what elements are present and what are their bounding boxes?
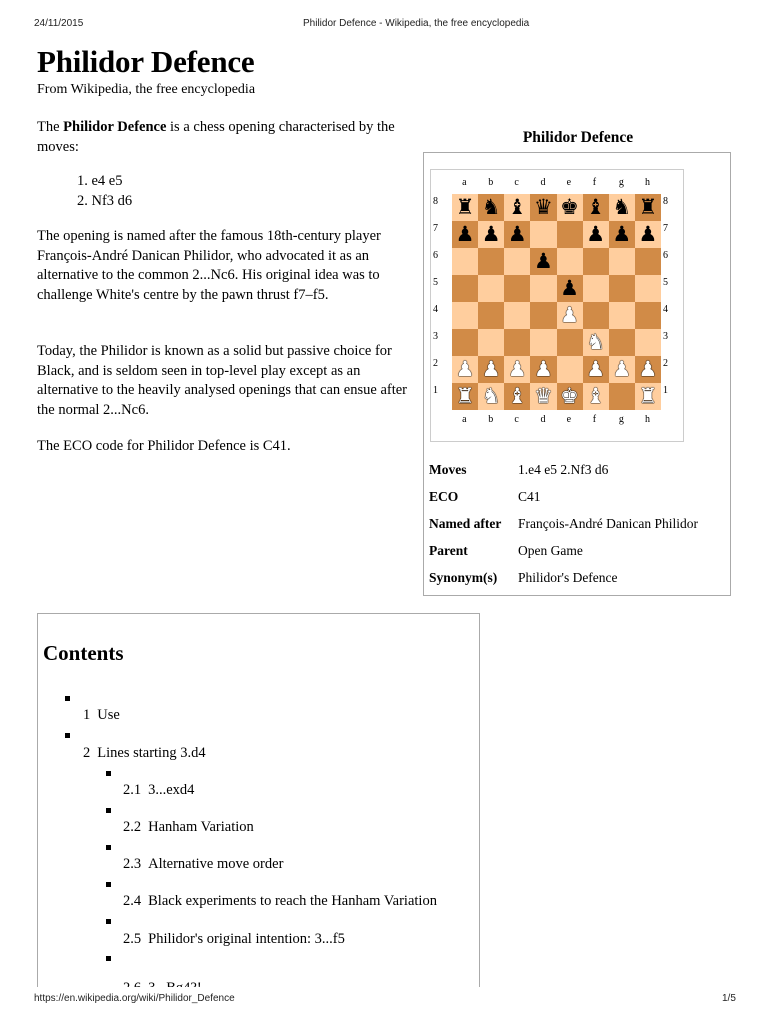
file-label-bottom: d [540,414,546,425]
board-square-d8 [530,194,556,221]
move-list [77,172,132,211]
white-bishop-icon: ♝ [507,384,527,408]
rank-label-left: 1 [433,384,438,396]
history-paragraph: The opening is named after the famous 18th-century player François-André Danican Philidor, who advocated it as an alternative to the common 2...Nc6. His original idea was to challenge White's centre by the pawn thrust f7–f5. [37,228,381,303]
file-label-bottom: f [592,414,597,425]
board-square-g1 [609,383,635,410]
board-square-c2 [504,356,530,383]
board-square-b2 [478,356,504,383]
board-square-h5 [635,275,661,302]
white-knight-icon: ♞ [586,330,606,354]
board-square-a3 [452,329,478,356]
board-square-f1 [583,383,609,410]
file-label-top: h [644,177,650,188]
board-square-b6 [478,248,504,275]
board-square-b5 [478,275,504,302]
article-subtitle: From Wikipedia, the free encyclopedia [37,82,256,97]
file-label-bottom: h [644,414,650,425]
black-pawn-icon: ♟ [507,222,527,246]
white-pawn-icon: ♟ [507,357,527,381]
board-square-f4 [583,302,609,329]
white-pawn-icon: ♟ [455,357,475,381]
white-pawn-icon: ♟ [586,357,606,381]
bullet-marker [65,696,70,701]
file-label-bottom: c [514,414,519,425]
rank-label-right: 6 [663,249,668,261]
infobox-key: ECO [429,489,459,504]
white-pawn-icon: ♟ [560,303,579,327]
board-square-a6 [452,248,478,275]
board-square-c8 [504,194,530,221]
rank-label-right: 5 [663,276,668,288]
infobox-title: Philidor Defence [522,129,634,146]
rank-label-right: 4 [663,303,668,315]
board-square-a2 [452,356,478,383]
rank-label-left: 6 [433,249,438,261]
file-label-top: b [488,177,494,188]
infobox-value[interactable]: François-André Danican Philidor [518,516,698,531]
infobox-value: 1.e4 e5 2.Nf3 d6 [518,462,609,477]
file-label-top: g [618,177,624,188]
black-bishop-icon: ♝ [507,195,527,219]
file-label-top: d [540,177,546,188]
eco-paragraph: The ECO code for Philidor Defence is C41. [37,438,291,454]
board-square-c1 [504,383,530,410]
board-square-c3 [504,329,530,356]
black-king-icon: ♚ [560,195,579,219]
infobox-value[interactable]: C41 [518,489,541,504]
board-square-f2 [583,356,609,383]
file-label-bottom: g [618,414,624,425]
board-square-e5 [557,275,583,302]
rank-label-left: 4 [433,303,438,315]
board-square-g5 [609,275,635,302]
toc-item[interactable]: 2.3 Alternative move order [123,856,284,872]
article-title: Philidor Defence [37,44,255,79]
infobox-key: Synonym(s) [429,570,498,585]
board-square-e7 [557,221,583,248]
toc-item[interactable]: 2.1 3...exd4 [123,782,195,798]
black-queen-icon: ♛ [534,195,553,219]
black-pawn-icon: ♟ [455,222,475,246]
board-square-f8 [583,194,609,221]
black-knight-icon: ♞ [481,195,501,219]
black-pawn-icon: ♟ [481,222,501,246]
white-rook-icon: ♜ [455,384,475,408]
board-square-g6 [609,248,635,275]
infobox-key: Moves [429,462,467,477]
toc-item[interactable]: 1 Use [83,707,120,723]
white-pawn-icon: ♟ [481,357,501,381]
board-square-g7 [609,221,635,248]
board-square-f3 [583,329,609,356]
board-square-a7 [452,221,478,248]
rank-label-right: 8 [663,195,668,207]
black-knight-icon: ♞ [612,195,632,219]
print-url: https://en.wikipedia.org/wiki/Philidor_Defence [34,993,235,1004]
toc-item[interactable]: 2.5 Philidor's original intention: 3...f5 [123,931,345,947]
board-square-d1 [530,383,556,410]
black-pawn-icon: ♟ [560,276,579,300]
black-pawn-icon: ♟ [534,249,553,273]
board-square-h7 [635,221,661,248]
rank-label-right: 3 [663,330,668,342]
intro-bold-term[interactable]: Philidor Defence [63,119,167,135]
white-knight-icon: ♞ [481,384,501,408]
bullet-marker [106,808,111,813]
board-square-h6 [635,248,661,275]
board-square-g2 [609,356,635,383]
toc-item[interactable]: 2 Lines starting 3.d4 [83,745,206,761]
black-pawn-icon: ♟ [586,222,606,246]
white-pawn-icon: ♟ [612,357,632,381]
intro-paragraph [37,118,402,157]
board-square-d7 [530,221,556,248]
board-square-h1 [635,383,661,410]
move-item: 1. e4 e5 [77,173,123,189]
intro-suffix: is a chess opening characterised by the moves: [37,119,395,155]
bullet-marker [106,956,111,961]
board-square-h4 [635,302,661,329]
rank-label-left: 7 [433,222,438,234]
file-label-bottom: e [566,414,572,425]
rank-label-left: 8 [433,195,438,207]
black-pawn-icon: ♟ [612,222,632,246]
bullet-marker [106,771,111,776]
bullet-marker [106,919,111,924]
white-pawn-icon: ♟ [638,357,658,381]
white-king-icon: ♚ [560,384,579,408]
board-square-a5 [452,275,478,302]
file-label-top: a [462,177,467,188]
white-rook-icon: ♜ [638,384,658,408]
white-bishop-icon: ♝ [586,384,606,408]
board-square-f6 [583,248,609,275]
toc-item[interactable]: 2.2 Hanham Variation [123,819,254,835]
infobox-key: Named after [429,516,502,531]
rank-label-right: 7 [663,222,668,234]
board-square-f7 [583,221,609,248]
rank-label-left: 5 [433,276,438,288]
rank-label-left: 3 [433,330,438,342]
file-label-top: c [514,177,519,188]
contents-heading: Contents [43,641,124,665]
board-square-c7 [504,221,530,248]
board-square-d6 [530,248,556,275]
rank-label-right: 2 [663,357,668,369]
rank-label-left: 2 [433,357,438,369]
board-square-d2 [530,356,556,383]
board-square-e2 [557,356,583,383]
board-square-f5 [583,275,609,302]
board-square-e3 [557,329,583,356]
black-pawn-icon: ♟ [638,222,658,246]
infobox-key: Parent [429,543,468,558]
bullet-marker [106,882,111,887]
board-square-a8 [452,194,478,221]
print-page-title: Philidor Defence - Wikipedia, the free encyclopedia [303,18,530,29]
file-label-top: e [566,177,572,188]
board-square-g3 [609,329,635,356]
file-label-bottom: b [488,414,494,425]
intro-prefix: The [37,119,64,135]
board-square-b3 [478,329,504,356]
white-queen-icon: ♛ [534,384,553,408]
board-square-c4 [504,302,530,329]
board-square-b4 [478,302,504,329]
board-square-c5 [504,275,530,302]
board-square-a1 [452,383,478,410]
print-page-number: 1/5 [722,993,736,1004]
board-square-e1 [557,383,583,410]
black-rook-icon: ♜ [455,195,475,219]
black-bishop-icon: ♝ [586,195,606,219]
board-square-a4 [452,302,478,329]
infobox-value[interactable]: Open Game [518,543,583,558]
board-square-d3 [530,329,556,356]
board-square-g4 [609,302,635,329]
board-square-h3 [635,329,661,356]
board-square-e4 [557,302,583,329]
board-square-d4 [530,302,556,329]
chessboard [452,194,661,410]
file-label-top: f [592,177,597,188]
rank-label-right: 1 [663,384,668,396]
board-square-e6 [557,248,583,275]
board-square-h2 [635,356,661,383]
bullet-marker [106,845,111,850]
move-item: 2. Nf3 d6 [77,192,133,209]
file-label-bottom: a [462,414,467,425]
infobox-value: Philidor's Defence [518,570,618,585]
board-square-g8 [609,194,635,221]
black-rook-icon: ♜ [638,195,658,219]
bullet-marker [65,733,70,738]
print-date: 24/11/2015 [34,18,84,29]
toc-item[interactable]: 2.4 Black experiments to reach the Hanham Variation [123,893,437,909]
board-square-h8 [635,194,661,221]
board-square-d5 [530,275,556,302]
board-square-b7 [478,221,504,248]
modern-usage-paragraph: Today, the Philidor is known as a solid but passive choice for Black, and is seldom seen in top-level play except as an alternative to the heavily analysed openings that can ensue after the normal 2...Nc6. [37,343,408,418]
board-square-e8 [557,194,583,221]
board-square-b8 [478,194,504,221]
white-pawn-icon: ♟ [534,357,553,381]
board-square-c6 [504,248,530,275]
board-square-b1 [478,383,504,410]
